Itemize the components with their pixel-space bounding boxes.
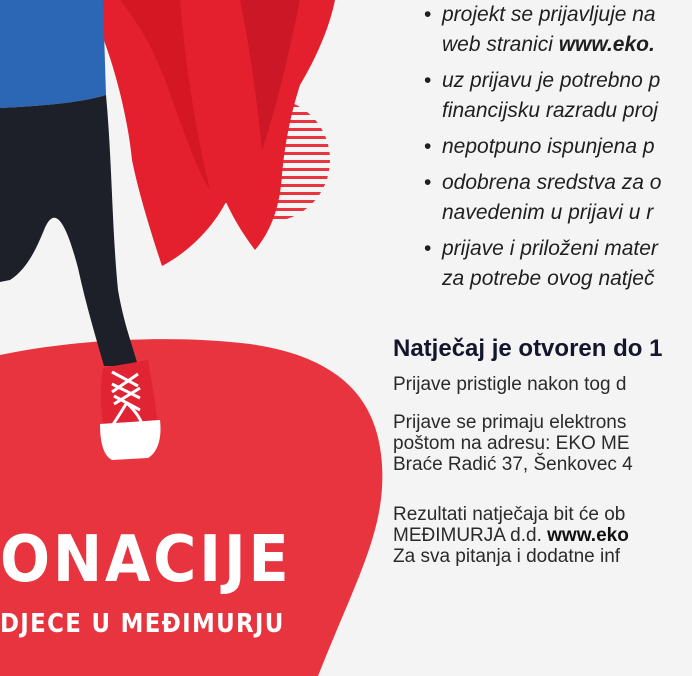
website-link[interactable]: www.eko. [558,33,655,56]
banner-title: ONACIJE [0,523,292,597]
list-item [422,132,661,162]
cape [85,0,335,266]
deadline-heading: Natječaj je otvoren do 1 [393,335,663,362]
submission-line: poštom na adresu: EKO ME [393,433,630,454]
results-info [393,504,629,567]
list-item [422,0,661,60]
list-item [422,168,661,228]
banner-subtitle: DJECE U MEĐIMURJU [0,609,285,639]
list-item-text: • prijave i priloženi mater [442,237,658,260]
list-item-text: web stranici [442,33,559,56]
results-line: MEĐIMURJA d.d. [393,525,548,546]
list-item-text: • uz prijavu je potrebno p [442,69,661,92]
list-item-text: • odobrena sredstva za o [442,171,662,194]
list-item [422,66,661,126]
list-item-text: navedenim u prijavi u r [442,201,654,224]
leggings [0,95,138,366]
results-line: Rezultati natječaja bit će ob [393,504,626,525]
shirt [0,0,106,108]
requirements-list [422,0,661,300]
list-item [422,234,661,294]
submission-line: Prijave se primaju elektrons [393,412,627,433]
list-item-text: financijsku razradu proj [442,99,658,122]
submission-line: Braće Radić 37, Šenkovec 4 [393,454,633,475]
late-submission-note: Prijave pristigle nakon tog d [393,374,627,395]
website-link[interactable]: www.eko [547,525,629,546]
list-item-text: za potrebe ovog natječ [442,267,655,290]
submission-info [393,412,633,475]
list-item-text: • nepotpuno ispunjena p [442,135,655,158]
results-line: Za sva pitanja i dodatne inf [393,546,621,567]
list-item-text: • projekt se prijavljuje na [442,3,656,26]
